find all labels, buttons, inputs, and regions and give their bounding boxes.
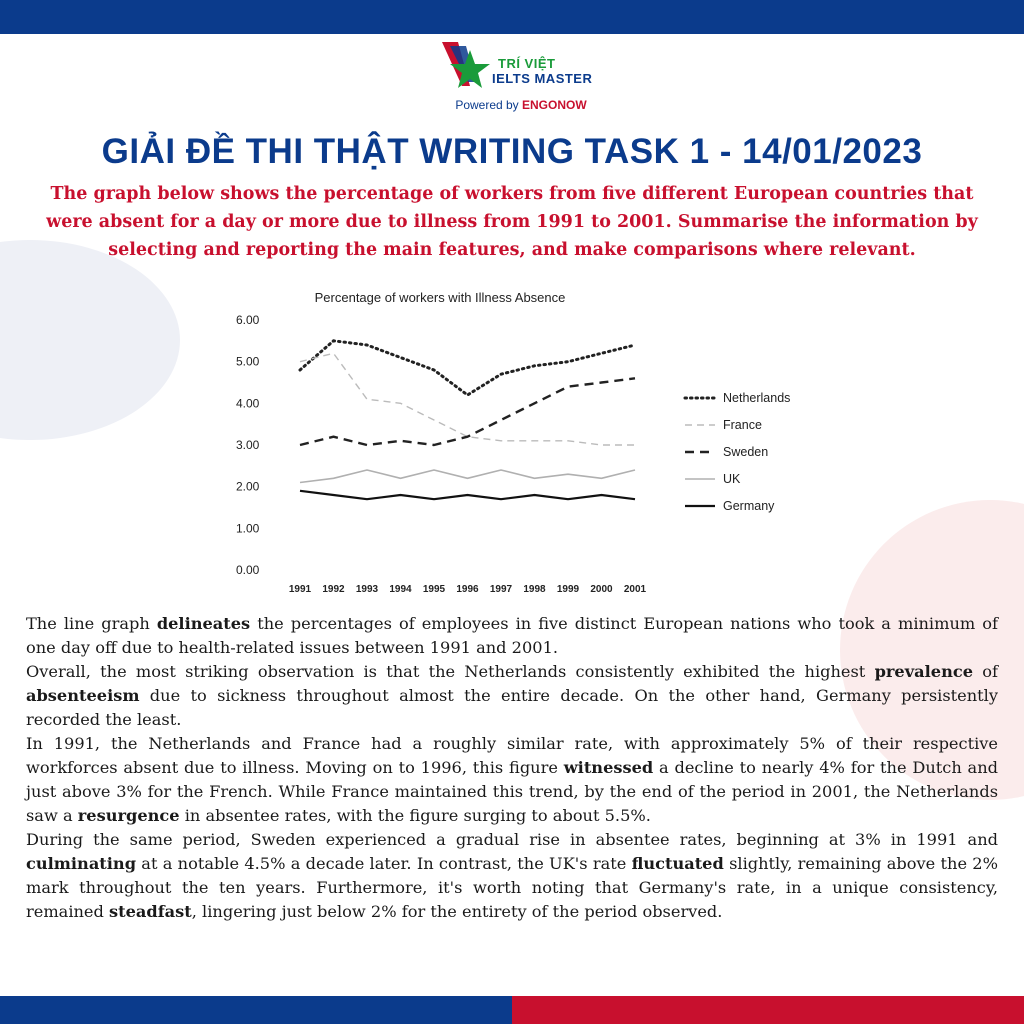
- series-line-france: [300, 353, 635, 445]
- legend-label-uk: UK: [723, 472, 741, 486]
- x-tick-label: 1998: [523, 584, 546, 595]
- y-tick-label: 4.00: [236, 396, 260, 411]
- essay-paragraph: [26, 732, 998, 828]
- essay-text: a decline to nearly 4% for the Dutch and just above 3% for the French. While France maintained this trend, by the end of the period in 2001, the Netherlands saw a: [26, 758, 998, 825]
- essay-text: In 1991, the Netherlands and France had a roughly similar rate, with approximately 5% of their respective workforces absent due to illness. Moving on to 1996, this figure: [26, 734, 998, 777]
- essay-text: in absentee rates, with the figure surging to about 5.5%.: [179, 806, 651, 825]
- series-line-germany: [300, 491, 635, 499]
- line-chart: [210, 282, 820, 602]
- x-tick-label: 2001: [623, 584, 647, 595]
- x-tick-label: 1991: [288, 584, 312, 595]
- decorative-circle-left: [0, 240, 180, 440]
- legend-label-netherlands: Netherlands: [723, 391, 791, 405]
- series-line-sweden: [300, 378, 635, 445]
- essay-keyword: culminating: [26, 854, 137, 873]
- essay-keyword: prevalence: [874, 662, 973, 681]
- essay-text: During the same period, Sweden experienced a gradual rise in absentee rates, beginning at 3% in 1991 and: [26, 830, 998, 849]
- essay-text: Overall, the most striking observation is that the Netherlands consistently exhibited the highest: [26, 662, 875, 681]
- x-tick-label: 1999: [556, 584, 580, 595]
- legend-label-germany: Germany: [723, 499, 775, 513]
- essay-text: slightly, remaining above the 2% mark throughout the ten years. Furthermore, it's worth noting that Germany's rate, in a unique consistency, remained: [26, 854, 998, 921]
- x-tick-label: 1995: [422, 584, 446, 595]
- x-tick-label: 1996: [456, 584, 479, 595]
- y-tick-label: 1.00: [236, 521, 260, 536]
- legend-label-sweden: Sweden: [723, 445, 769, 459]
- brand-logo: [436, 38, 606, 116]
- y-tick-label: 0.00: [236, 563, 260, 577]
- x-tick-label: 1993: [355, 584, 379, 595]
- essay-keyword: fluctuated: [631, 854, 724, 873]
- essay-paragraph: [26, 612, 998, 660]
- essay-paragraph: [26, 660, 998, 732]
- task-prompt: The graph below shows the percentage of workers from five different European countries that were absent for a day or more due to illness from 1991 to 2001. Summarise the information by selecting and reporting the main features, and make comparisons where relevant.: [46, 184, 978, 260]
- series-line-netherlands: [300, 341, 635, 395]
- essay-body: [26, 612, 998, 924]
- x-tick-label: 1994: [389, 584, 412, 595]
- y-tick-label: 5.00: [236, 354, 260, 369]
- essay-text: the percentages of employees in five distinct European nations who took a minimum of one day off due to health-related issues between 1991 and 2001.: [26, 614, 999, 657]
- essay-paragraph: [26, 828, 998, 924]
- brand-name-line2: IELTS MASTER: [492, 71, 593, 86]
- powered-by: [436, 98, 606, 112]
- brand-name-line1: TRÍ VIỆT: [498, 56, 556, 71]
- essay-text: The line graph: [26, 614, 157, 633]
- x-tick-label: 1997: [489, 584, 513, 595]
- essay-keyword: absenteeism: [26, 686, 140, 705]
- y-tick-label: 6.00: [236, 313, 260, 327]
- legend-label-france: France: [723, 418, 762, 432]
- bottom-bar-blue: [0, 996, 512, 1024]
- essay-keyword: steadfast: [109, 902, 192, 921]
- x-tick-label: 2000: [590, 584, 613, 595]
- series-line-uk: [300, 470, 635, 483]
- essay-keyword: delineates: [156, 614, 251, 633]
- star-logo-icon: [436, 40, 496, 96]
- page-title: GIẢI ĐỀ THI THẬT WRITING TASK 1 - 14/01/2023: [101, 132, 923, 171]
- top-banner-bar: [0, 0, 1024, 34]
- essay-keyword: resurgence: [77, 806, 180, 825]
- y-tick-label: 3.00: [236, 438, 260, 452]
- essay-keyword: witnessed: [563, 758, 654, 777]
- powered-prefix: Powered by: [455, 98, 523, 112]
- powered-brand: ENGONOW: [522, 98, 587, 112]
- bottom-bar-red: [512, 996, 1024, 1024]
- x-tick-label: 1992: [322, 584, 345, 595]
- chart-title: Percentage of workers with Illness Absence: [314, 290, 566, 305]
- y-tick-label: 2.00: [236, 479, 260, 494]
- essay-text: at a notable 4.5% a decade later. In contrast, the UK's rate: [136, 854, 632, 873]
- essay-text: of: [973, 662, 999, 681]
- line-chart-svg: [210, 282, 820, 602]
- essay-text: , lingering just below 2% for the entirety of the period observed.: [191, 902, 723, 921]
- essay-text: due to sickness throughout almost the entire decade. On the other hand, Germany persistently recorded the least.: [26, 686, 998, 729]
